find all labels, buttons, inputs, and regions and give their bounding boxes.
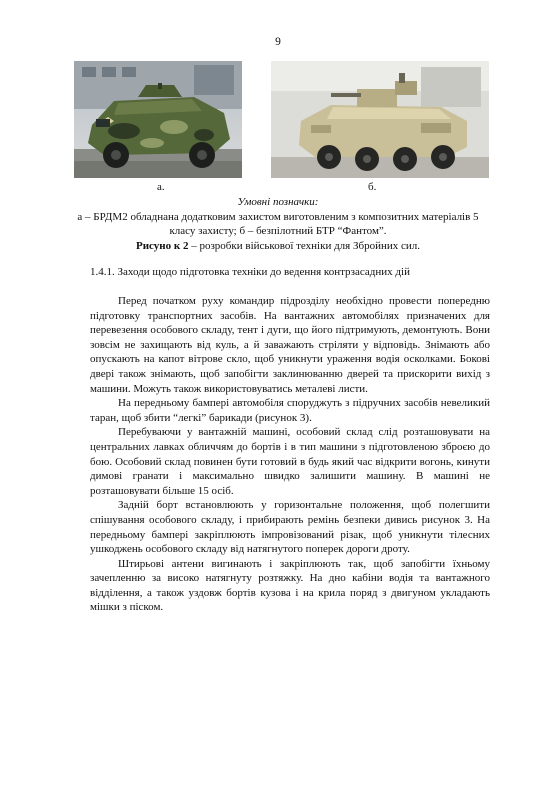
phantom-vehicle-image xyxy=(271,61,489,178)
legend-text: а – БРДМ2 обладнана додатковим захистом виготовленим з композитних матеріалів 5 класу захисту; б – безпілотний БТР “Фантом”. xyxy=(77,210,479,237)
figure-label-a: а. xyxy=(157,181,165,193)
paragraph: Перед початком руху командир підрозділу необхідно провести попередню підготовку транспортних засобів. На вантажних автомобілях призначених для перевезення особового складу, тент і дуги, що його підтримують, демонтують. Вони зовсім не захищають від куль, а й заважають стріляти у відповідь. Знімають або опускають на капот вітрове скло, щоб уникнути ураження водія осколками. Бокові двері також знімають, щоб запобігти заклинюванню дверей та прискорити вихід з машини. Можуть також використовуватись металеві листи. xyxy=(90,295,490,395)
figure-title xyxy=(64,239,492,254)
figure-description: – розробки військової техніки для Збройних сил. xyxy=(188,239,421,252)
figure-caption xyxy=(64,195,492,253)
figure-label-b: б. xyxy=(368,181,377,193)
paragraph: Перебуваючи у вантажній машині, особовий склад слід розташовувати на центральних лавках обличчям до бортів і в тип машини з підготовленою зброєю до бою. Особовий склад повинен бути готовий в будь який час відкрити вогонь, кинути димові гранати і максимально швидко залишити машину. В машині не розташовувати більше 15 осіб. xyxy=(90,426,490,497)
paragraph: Задній борт встановлюють у горизонтальне положення, щоб полегшити спішування особового складу, і прибирають ремінь безпеки дивись рисунок 3. На передньому бампері закріплюють імпровізований різак, щоб уникнути тілесних ушкоджень особового складу від натягнутого поперек дороги дроту. xyxy=(90,499,490,556)
photo-phantom xyxy=(271,61,489,178)
brdm2-vehicle-image xyxy=(74,61,242,178)
section-heading: 1.4.1. Заходи щодо підготовка техніки до ведення контрзасадних дій xyxy=(90,266,410,278)
paragraph: На передньому бампері автомобіля споруджуть з підручних засобів невеликий таран, щоб збити “легкі” барикади (рисунок 3). xyxy=(90,397,490,424)
legend-title: Умовні позначки: xyxy=(237,196,319,208)
figure-number: Рисуно к 2 xyxy=(135,239,189,252)
body-text xyxy=(90,294,490,615)
photo-brdm2 xyxy=(74,61,242,178)
paragraph: Штирьові антени вигинають і закріплюють так, щоб запобігти їхньому зачепленню за високо натягнуту розтяжку. На дно кабіни водія та вантажного відділення, а також уздовж бортів кузова і на крила поряд з двигуном укладають мішки з піском. xyxy=(90,557,490,614)
page-number: 9 xyxy=(275,36,281,48)
